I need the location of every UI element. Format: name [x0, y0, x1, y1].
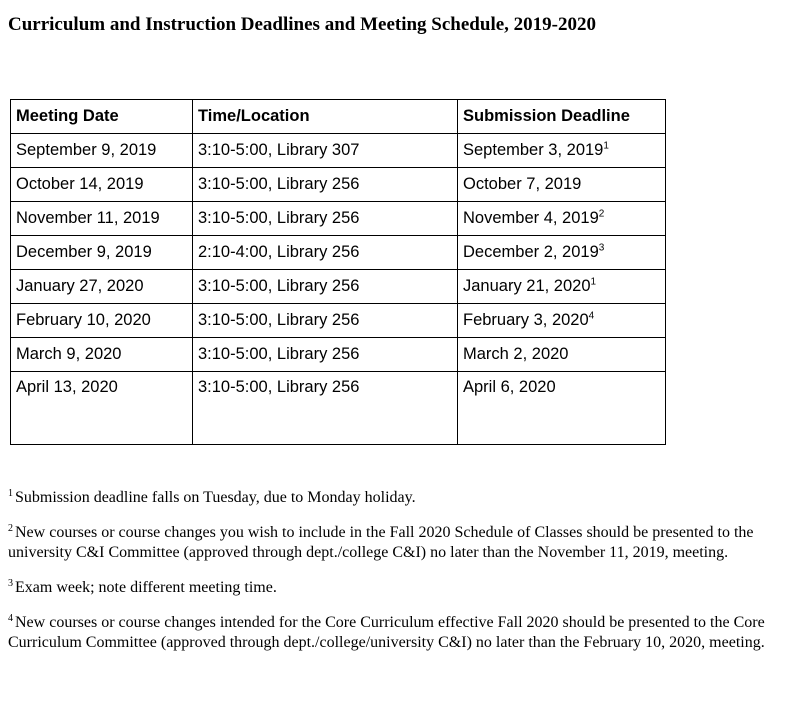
meeting-date-cell: October 14, 2019: [11, 168, 193, 202]
deadline-text: March 2, 2020: [463, 345, 569, 363]
time-location-cell: 3:10-5:00, Library 256: [193, 372, 458, 445]
footnote-text: New courses or course changes intended for the Core Curriculum effective Fall 2020 should be presented to the Core Curriculum Committee (approved through dept./college/university C&I) no later than the February 10, 2020, meeting.: [8, 614, 765, 651]
submission-deadline-cell: [458, 168, 666, 202]
footnote-number: 2: [8, 522, 13, 534]
footnote-number: 1: [8, 487, 13, 499]
footnote-marker: 2: [598, 208, 605, 220]
footnote-number: 4: [8, 612, 13, 624]
page-title: Curriculum and Instruction Deadlines and Meeting Schedule, 2019-2020: [8, 14, 596, 35]
deadline-text: October 7, 2019: [463, 175, 582, 193]
time-location-cell: 3:10-5:00, Library 256: [193, 270, 458, 304]
footnote-marker: 4: [588, 310, 595, 322]
footnote-marker: 3: [598, 242, 605, 254]
submission-deadline-cell: [458, 202, 666, 236]
time-location-cell: 3:10-5:00, Library 256: [193, 168, 458, 202]
table-row: [11, 168, 666, 202]
footnote-number: 3: [8, 577, 13, 589]
footnote-text: Submission deadline falls on Tuesday, due to Monday holiday.: [15, 489, 416, 506]
footnote-text: New courses or course changes you wish to include in the Fall 2020 Schedule of Classes should be presented to the university C&I Committee (approved through dept./college C&I) no later than the November 11, 2019, meeting.: [8, 524, 754, 561]
deadline-text: November 4, 2019: [463, 209, 599, 227]
footnote-text: Exam week; note different meeting time.: [15, 579, 277, 596]
submission-deadline-cell: [458, 270, 666, 304]
time-location-cell: 3:10-5:00, Library 256: [193, 304, 458, 338]
meeting-date-cell: November 11, 2019: [11, 202, 193, 236]
footnote: [8, 613, 798, 653]
table-row: [11, 202, 666, 236]
meeting-date-cell: September 9, 2019: [11, 134, 193, 168]
column-header-submission-deadline: Submission Deadline: [458, 100, 666, 134]
table-row: [11, 236, 666, 270]
meeting-date-cell: April 13, 2020: [11, 372, 193, 445]
footnote: [8, 488, 798, 508]
column-header-time-location: Time/Location: [193, 100, 458, 134]
submission-deadline-cell: [458, 304, 666, 338]
deadline-text: April 6, 2020: [463, 378, 556, 396]
deadline-text: January 21, 2020: [463, 277, 591, 295]
footnotes-section: [8, 488, 798, 668]
meeting-date-cell: February 10, 2020: [11, 304, 193, 338]
table-header-row: [11, 100, 666, 134]
submission-deadline-cell: [458, 338, 666, 372]
time-location-cell: 3:10-5:00, Library 307: [193, 134, 458, 168]
time-location-cell: 3:10-5:00, Library 256: [193, 338, 458, 372]
submission-deadline-cell: [458, 134, 666, 168]
meeting-date-cell: December 9, 2019: [11, 236, 193, 270]
table-row: [11, 270, 666, 304]
table-row: [11, 134, 666, 168]
deadline-text: September 3, 2019: [463, 141, 604, 159]
column-header-meeting-date: Meeting Date: [11, 100, 193, 134]
deadline-text: February 3, 2020: [463, 311, 589, 329]
submission-deadline-cell: [458, 236, 666, 270]
footnote: [8, 523, 798, 563]
meeting-date-cell: January 27, 2020: [11, 270, 193, 304]
time-location-cell: 3:10-5:00, Library 256: [193, 202, 458, 236]
footnote-marker: 1: [603, 140, 609, 152]
table-row: [11, 338, 666, 372]
deadline-text: December 2, 2019: [463, 243, 599, 261]
footnote-marker: 1: [590, 276, 597, 288]
time-location-cell: 2:10-4:00, Library 256: [193, 236, 458, 270]
table-row: [11, 372, 666, 445]
schedule-table: [10, 99, 666, 445]
footnote: [8, 578, 798, 598]
submission-deadline-cell: [458, 372, 666, 445]
meeting-date-cell: March 9, 2020: [11, 338, 193, 372]
table-row: [11, 304, 666, 338]
